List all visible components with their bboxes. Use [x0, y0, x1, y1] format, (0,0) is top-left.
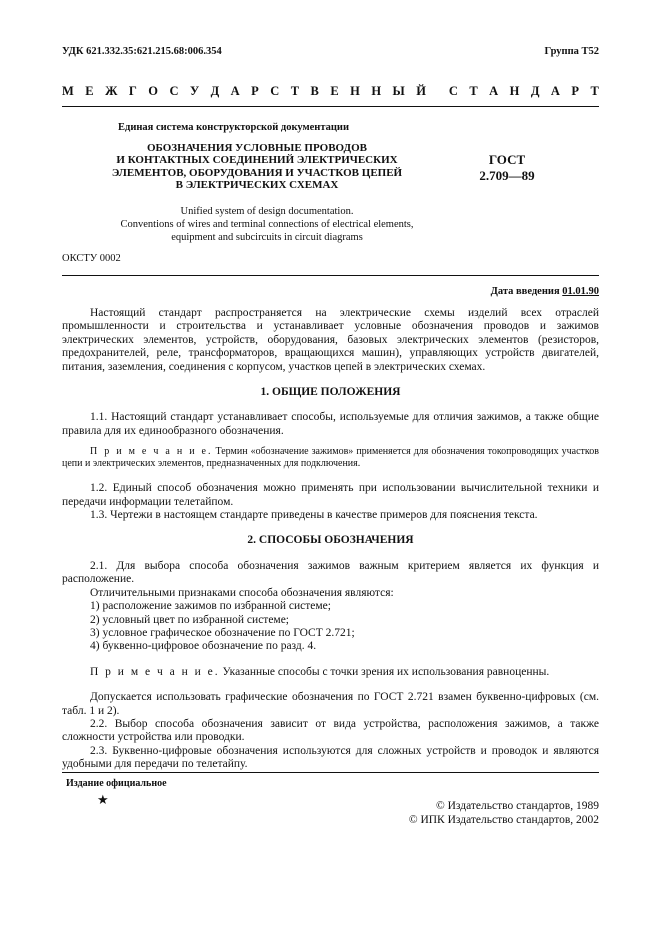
gost-number: 2.709—89 — [479, 168, 535, 183]
title-line: ОБОЗНАЧЕНИЯ УСЛОВНЫЕ ПРОВОДОВ — [146, 142, 367, 154]
group-code: Группа Т52 — [544, 46, 599, 57]
intro-date-label: Дата введения — [490, 286, 560, 297]
official-edition: Издание официальное — [66, 778, 167, 789]
heading-letter: С — [270, 84, 280, 98]
english-title — [62, 206, 472, 244]
system-name: Единая система конструкторской документации — [118, 122, 349, 133]
heading-letter: Ы — [392, 84, 405, 98]
heading-letter: Н — [350, 84, 360, 98]
heading-letter: Р — [251, 84, 259, 98]
copyright-1989: © Издательство стандартов, 1989 — [435, 800, 599, 812]
heading-letter: А — [489, 84, 499, 98]
heading-letter: Н — [509, 84, 520, 98]
heading-letter: О — [148, 84, 159, 98]
heading-letter: Е — [85, 84, 94, 98]
footer-rule — [62, 772, 599, 773]
top-rule — [62, 106, 599, 107]
gost-designation — [452, 152, 562, 184]
intro-date-value: 01.01.90 — [562, 286, 599, 297]
copyright-2002: © ИПК Издательство стандартов, 2002 — [408, 814, 599, 826]
intro-paragraph: Настоящий стандарт распространяется на электрические схемы изделий всех отраслей промышленности и строительства и устанавливает условные обозначения проводов и зажимов электрических элементов, устройств, оборудования, базовых электрических элементов (резисторов, предохранителей, реле, трансформаторов, вращающихся машин), управляющих устройств двигателей, питания, заземления, соединения с корпусом, участков цепей в электрических схемах. — [62, 307, 599, 373]
list-item: 3) условное графическое обозначение по ГОСТ 2.721; — [90, 626, 355, 639]
section-heading: 1. ОБЩИЕ ПОЛОЖЕНИЯ — [260, 386, 401, 399]
title-line: И КОНТАКТНЫХ СОЕДИНЕНИЙ ЭЛЕКТРИЧЕСКИХ — [116, 154, 398, 167]
title-line: ЭЛЕМЕНТОВ, ОБОРУДОВАНИЯ И УЧАСТКОВ ЦЕПЕЙ — [111, 166, 403, 179]
heading-letter: Г — [128, 84, 137, 98]
paragraph: 2.3. Буквенно-цифровые обозначения используются для сложных устройств и проводок и являются удобными для передачи по телетайпу. — [62, 744, 599, 771]
heading-letter: Д — [530, 84, 540, 98]
paragraph: 1.3. Чертежи в настоящем стандарте приведены в качестве примеров для пояснения текста. — [90, 509, 538, 522]
heading-letter: Р — [571, 84, 580, 98]
english-line: Conventions of wires and terminal connections of electrical elements, — [120, 218, 414, 230]
paragraph: Допускается использовать графические обозначения по ГОСТ 2.721 взамен буквенно-цифровых (см. табл. 1 и 2). — [62, 691, 599, 717]
standard-type-heading — [62, 85, 599, 98]
document-title — [62, 142, 452, 192]
star-icon: ★ — [97, 792, 109, 807]
english-line: Unified system of design documentation. — [180, 206, 354, 217]
heading-letter: Т — [590, 84, 599, 98]
note — [62, 666, 599, 679]
features-list — [62, 600, 599, 654]
note-label: П р и м е ч а н и е. — [90, 665, 220, 678]
gost-label: ГОСТ — [488, 152, 526, 167]
list-item: 1) расположение зажимов по избранной системе; — [90, 600, 331, 613]
paragraph: 1.2. Единый способ обозначения можно применять при использовании вычислительной техники и передачи информации телетайпом. — [62, 482, 599, 508]
paragraph: 1.1. Настоящий стандарт устанавливает способы, используемые для отличия зажимов, а также общие правила для их единообразного обозначения. — [62, 411, 599, 437]
heading-letter: А — [230, 84, 240, 98]
paragraph: 2.2. Выбор способа обозначения зависит от вида устройства, расположения зажимов, а также сложности устройства или проводки. — [62, 717, 599, 744]
note-text: Термин «обозначение зажимов» применяется для обозначения токопроводящих участков цепи и электрических элементов, предназначенных для подключения. — [62, 446, 599, 470]
heading-letter: С — [169, 84, 179, 98]
list-item: 2) условный цвет по избранной системе; — [90, 613, 289, 626]
heading-letter: Д — [210, 84, 220, 98]
heading-letter: У — [189, 84, 200, 98]
note-text: Указанные способы с точки зрения их использования равноценны. — [222, 665, 550, 678]
english-line: equipment and subcircuits in circuit diagrams — [171, 231, 363, 243]
heading-letter: Й — [416, 84, 426, 98]
heading-letter: Ж — [105, 84, 118, 98]
list-item: 4) буквенно-цифровое обозначение по разд. 4. — [90, 640, 317, 653]
note-label: П р и м е ч а н и е. — [90, 446, 213, 458]
heading-letter: Н — [371, 84, 382, 98]
title-line: В ЭЛЕКТРИЧЕСКИХ СХЕМАХ — [175, 179, 339, 192]
heading-letter: А — [550, 84, 560, 98]
heading-letter: М — [62, 84, 74, 98]
heading-letter: Т — [469, 84, 478, 98]
heading-letter: В — [310, 84, 319, 98]
section-heading: 2. СПОСОБЫ ОБОЗНАЧЕНИЯ — [247, 534, 414, 547]
document-body — [62, 307, 599, 772]
intro-date — [491, 285, 599, 298]
heading-letter: Е — [330, 84, 339, 98]
mid-rule — [62, 275, 599, 276]
paragraph: 2.1. Для выбора способа обозначения зажимов важным критерием является их функция и расположение. — [62, 559, 599, 586]
heading-letter: С — [448, 84, 458, 98]
note — [62, 446, 599, 470]
paragraph: Отличительными признаками способа обозначения являются: — [90, 586, 394, 599]
heading-letter: Т — [290, 84, 300, 98]
okstu-code: ОКСТУ 0002 — [62, 253, 121, 264]
udk-code: УДК 621.332.35:621.215.68:006.354 — [62, 46, 222, 57]
